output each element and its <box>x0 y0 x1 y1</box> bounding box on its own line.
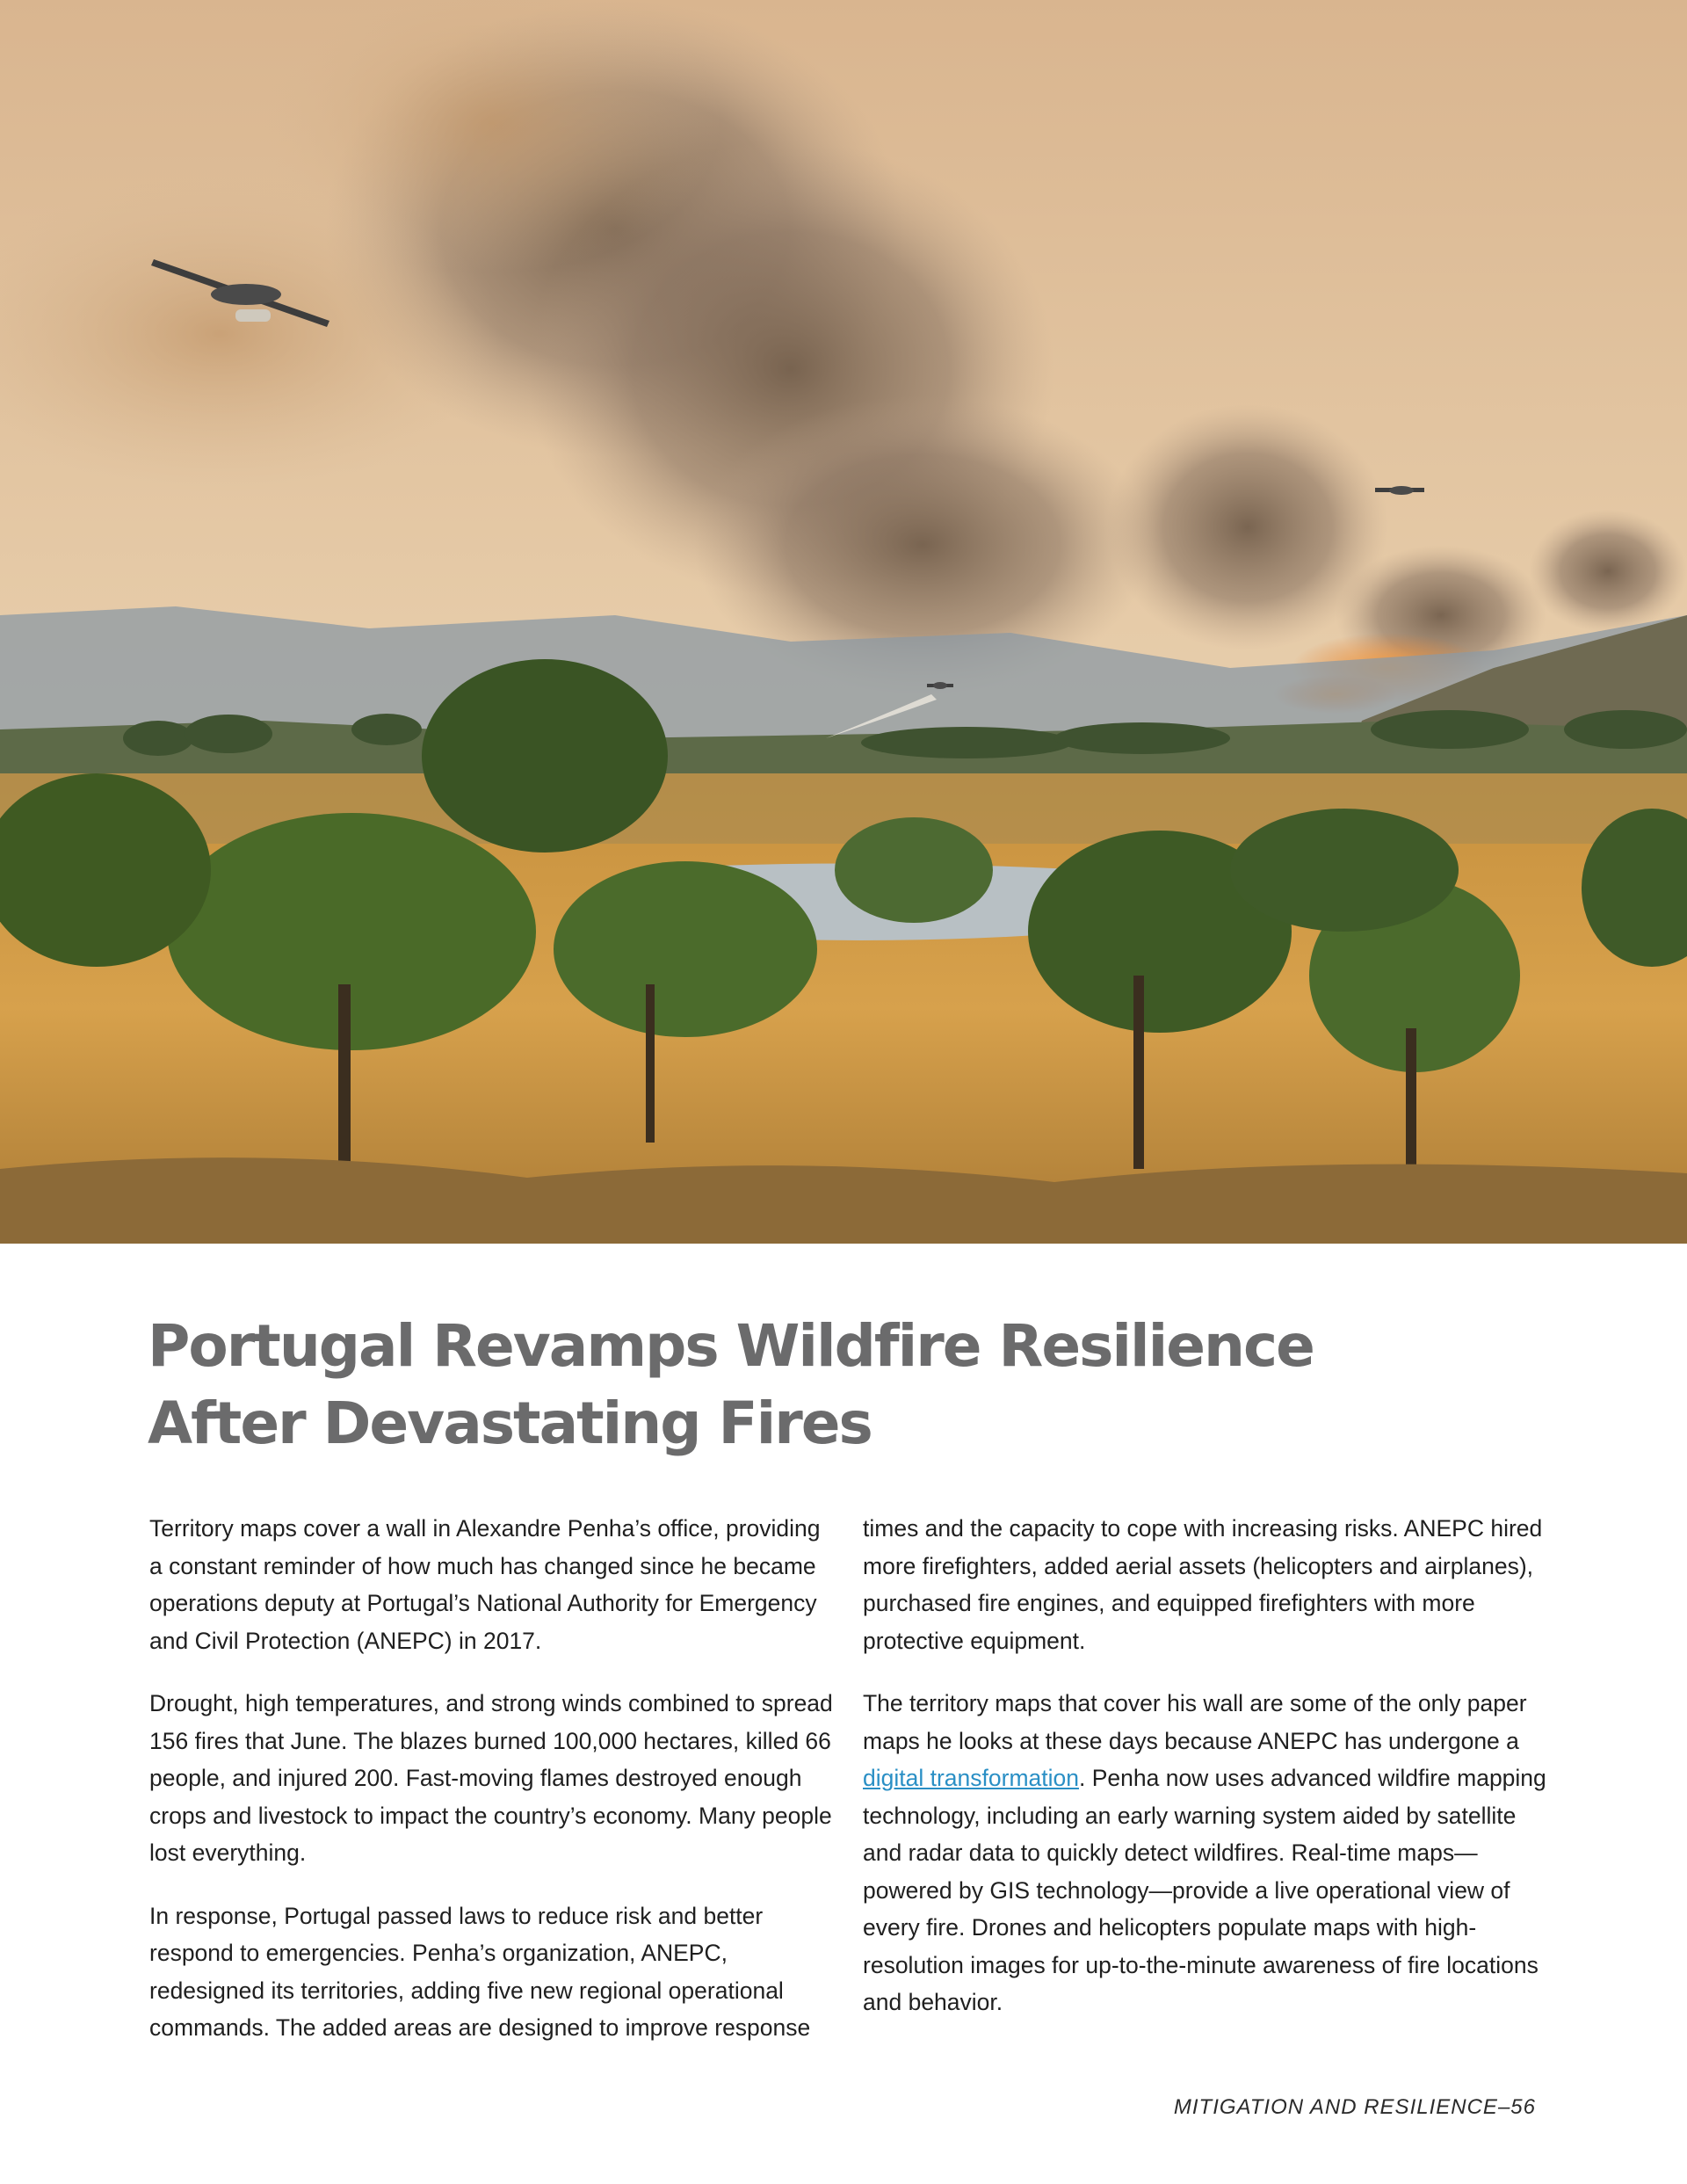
article-title <box>148 1308 1378 1462</box>
body-paragraph: times and the capacity to cope with increasing risks. ANEPC hired more firefighters, added aerial assets (helicopters and airplanes), purchased fire engines, and equipped firefighters with more protective equipment. <box>863 1515 1543 1654</box>
footer-section: MITIGATION AND RESILIENCE <box>1173 2095 1498 2119</box>
body-paragraph: In response, Portugal passed laws to reduce risk and better respond to emergencies. Penha’s organization, ANEPC, redesigned its territories, adding five new regional operational commands. The added areas are designed to improve response <box>149 1902 811 2041</box>
page-number: 56 <box>1510 2095 1536 2119</box>
right-column <box>863 1510 1548 2047</box>
paragraph-text: The territory maps that cover his wall are some of the only paper maps he looks at these days because ANEPC has undergone a <box>863 1690 1527 1754</box>
digital-transformation-link[interactable]: digital transformation <box>863 1765 1079 1791</box>
title-line-1: Portugal Revamps Wildfire Resilience <box>148 1312 1314 1380</box>
body-paragraph-with-link <box>863 1685 1548 2021</box>
body-paragraph: Territory maps cover a wall in Alexandre Penha’s office, providing a constant reminder of how much has changed since he became operations deputy at Portugal’s National Authority for Emergency and Civil Protection (ANEPC) in 2017. <box>149 1515 821 1654</box>
left-column <box>149 1510 835 2072</box>
paragraph-text: . Penha now uses advanced wildfire mapping technology, including an early warning system aided by satellite and radar data to quickly detect wildfires. Real-time maps—powered by GIS technology—provide a live operational view of every fire. Drones and helicopters populate maps with high-resolution images for up-to-the-minute awareness of fire locations and behavior. <box>863 1765 1546 2015</box>
title-line-2: After Devastating Fires <box>148 1389 872 1457</box>
body-paragraph: Drought, high temperatures, and strong winds combined to spread 156 fires that June. The blazes burned 100,000 hectares, killed 66 people, and injured 200. Fast-moving flames destroyed enough crops and livestock to impact the country’s economy. Many people lost everything. <box>149 1690 833 1866</box>
page-footer <box>967 2095 1536 2120</box>
footer-separator: – <box>1497 2095 1511 2119</box>
